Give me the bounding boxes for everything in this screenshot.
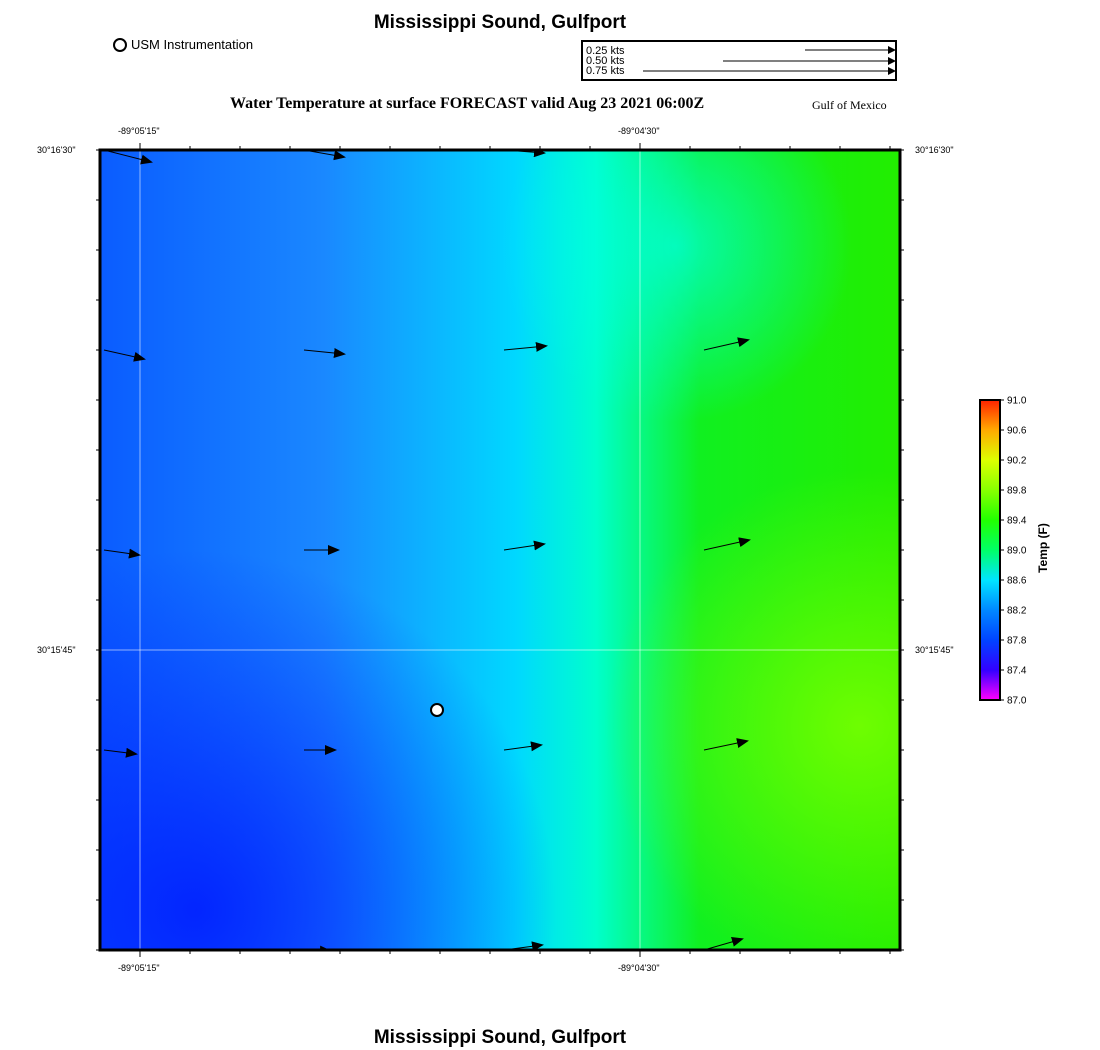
station-marker-icon <box>431 704 443 716</box>
lat-label-left-bottom: 30°15'45" <box>37 645 76 655</box>
colorbar-tick-label: 87.0 <box>1007 695 1027 707</box>
colorbar-tick-label: 88.2 <box>1007 605 1027 617</box>
vector-scale-label: 0.50 kts <box>586 55 625 67</box>
forecast-title: Water Temperature at surface FORECAST valid Aug 23 2021 06:00Z <box>230 95 705 112</box>
lat-label-right-bottom: 30°15'45" <box>915 645 954 655</box>
lon-label-top-right: -89°04'30" <box>618 126 660 136</box>
region-label: Gulf of Mexico <box>812 98 887 112</box>
lon-label-bottom-right: -89°04'30" <box>618 963 660 973</box>
lon-label-top-left: -89°05'15" <box>118 126 160 136</box>
colorbar-tick-label: 91.0 <box>1007 395 1027 407</box>
map-title: Mississippi Sound, Gulfport <box>373 12 627 33</box>
vector-scale-label: 0.25 kts <box>586 45 625 57</box>
colorbar-title: Temp (F) <box>1036 523 1050 573</box>
colorbar-tick-label: 89.4 <box>1007 515 1027 527</box>
colorbar-tick-label: 88.6 <box>1007 575 1027 587</box>
colorbar-tick-label: 90.6 <box>1007 425 1027 437</box>
vector-scale-label: 0.75 kts <box>586 65 625 77</box>
colorbar-tick-label: 87.4 <box>1007 665 1027 677</box>
colorbar-ramp <box>980 400 1000 700</box>
colorbar-tick-label: 90.2 <box>1007 455 1027 467</box>
lon-label-bottom-left: -89°05'15" <box>118 963 160 973</box>
colorbar-tick-label: 89.0 <box>1007 545 1027 557</box>
colorbar-tick-label: 89.8 <box>1007 485 1027 497</box>
lat-label-left-top: 30°16'30" <box>37 145 76 155</box>
colorbar-tick-label: 87.8 <box>1007 635 1027 647</box>
station-legend-label: USM Instrumentation <box>131 37 254 52</box>
map-footer-title: Mississippi Sound, Gulfport <box>373 1027 627 1048</box>
lat-label-right-top: 30°16'30" <box>915 145 954 155</box>
